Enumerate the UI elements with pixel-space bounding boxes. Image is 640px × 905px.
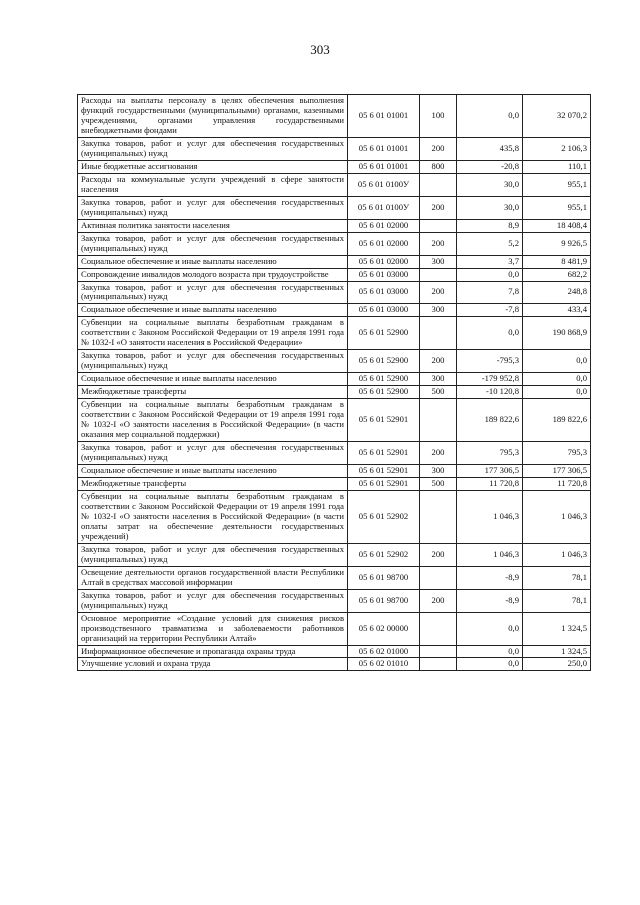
row-total-amount-cell: 682,2: [523, 268, 591, 281]
table-row: [78, 304, 591, 317]
table-row: [78, 350, 591, 373]
row-name-cell: Субвенции на социальные выплаты безработным гражданам в соответствии с Законом Российской Федерации от 19 апреля 1991 года № 1032-I «О занятости населения в Российской Федерации» (в части оказания мер социальной поддержки): [78, 399, 348, 442]
row-change-amount-cell: 435,8: [457, 137, 523, 160]
table-row: [78, 232, 591, 255]
row-change-amount-cell: 0,0: [457, 612, 523, 645]
row-total-amount-cell: 177 306,5: [523, 465, 591, 478]
row-code-cell: 05 6 01 01001: [348, 137, 420, 160]
table-row: [78, 317, 591, 350]
row-expense-type-cell: [420, 399, 457, 442]
row-expense-type-cell: [420, 173, 457, 196]
row-name-cell: Социальное обеспечение и иные выплаты населению: [78, 373, 348, 386]
row-change-amount-cell: 11 720,8: [457, 477, 523, 490]
row-change-amount-cell: 1 046,3: [457, 543, 523, 566]
row-expense-type-cell: 100: [420, 95, 457, 138]
row-change-amount-cell: 30,0: [457, 196, 523, 219]
row-total-amount-cell: 78,1: [523, 589, 591, 612]
table-row: [78, 281, 591, 304]
row-total-amount-cell: 0,0: [523, 386, 591, 399]
row-change-amount-cell: 30,0: [457, 173, 523, 196]
row-expense-type-cell: 200: [420, 543, 457, 566]
row-total-amount-cell: 8 481,9: [523, 255, 591, 268]
row-code-cell: 05 6 01 03000: [348, 268, 420, 281]
table-row: [78, 219, 591, 232]
row-change-amount-cell: 5,2: [457, 232, 523, 255]
row-name-cell: Расходы на выплаты персоналу в целях обеспечения выполнения функций государственными (муниципальными) органами, казенными учреждениями, органами управления государственными внебюджетными фондами: [78, 95, 348, 138]
table-row: [78, 268, 591, 281]
row-code-cell: 05 6 01 02000: [348, 232, 420, 255]
table-row: [78, 173, 591, 196]
row-code-cell: 05 6 01 0100У: [348, 196, 420, 219]
row-total-amount-cell: 2 106,3: [523, 137, 591, 160]
row-name-cell: Закупка товаров, работ и услуг для обеспечения государственных (муниципальных) нужд: [78, 589, 348, 612]
table-row: [78, 442, 591, 465]
row-change-amount-cell: -795,3: [457, 350, 523, 373]
table-row: [78, 658, 591, 671]
row-code-cell: 05 6 01 52900: [348, 317, 420, 350]
budget-table-body: [78, 95, 591, 671]
row-name-cell: Социальное обеспечение и иные выплаты населению: [78, 255, 348, 268]
row-code-cell: 05 6 01 98700: [348, 589, 420, 612]
row-expense-type-cell: 200: [420, 232, 457, 255]
row-code-cell: 05 6 01 52902: [348, 490, 420, 543]
row-expense-type-cell: 300: [420, 373, 457, 386]
row-change-amount-cell: 0,0: [457, 645, 523, 658]
row-expense-type-cell: 500: [420, 386, 457, 399]
table-row: [78, 137, 591, 160]
row-total-amount-cell: 18 408,4: [523, 219, 591, 232]
row-total-amount-cell: 78,1: [523, 566, 591, 589]
row-expense-type-cell: 200: [420, 350, 457, 373]
row-name-cell: Субвенции на социальные выплаты безработным гражданам в соответствии с Законом Российской Федерации от 19 апреля 1991 года № 1032-I «О занятости населения в Российской Федерации»: [78, 317, 348, 350]
row-name-cell: Закупка товаров, работ и услуг для обеспечения государственных (муниципальных) нужд: [78, 442, 348, 465]
row-code-cell: 05 6 01 52900: [348, 386, 420, 399]
row-code-cell: 05 6 01 0100У: [348, 173, 420, 196]
row-name-cell: Закупка товаров, работ и услуг для обеспечения государственных (муниципальных) нужд: [78, 196, 348, 219]
row-name-cell: Закупка товаров, работ и услуг для обеспечения государственных (муниципальных) нужд: [78, 281, 348, 304]
row-total-amount-cell: 9 926,5: [523, 232, 591, 255]
row-name-cell: Основное мероприятие «Создание условий для снижения рисков производственного травматизма и заболеваемости работников организаций на территории Республики Алтай»: [78, 612, 348, 645]
table-row: [78, 543, 591, 566]
row-total-amount-cell: 248,8: [523, 281, 591, 304]
row-expense-type-cell: 300: [420, 255, 457, 268]
row-total-amount-cell: 795,3: [523, 442, 591, 465]
row-expense-type-cell: 200: [420, 196, 457, 219]
row-name-cell: Освещение деятельности органов государственной власти Республики Алтай в средствах массовой информации: [78, 566, 348, 589]
row-expense-type-cell: [420, 317, 457, 350]
row-code-cell: 05 6 01 01001: [348, 95, 420, 138]
row-name-cell: Закупка товаров, работ и услуг для обеспечения государственных (муниципальных) нужд: [78, 232, 348, 255]
row-change-amount-cell: 795,3: [457, 442, 523, 465]
row-change-amount-cell: 0,0: [457, 317, 523, 350]
row-total-amount-cell: 0,0: [523, 350, 591, 373]
row-change-amount-cell: -8,9: [457, 566, 523, 589]
row-total-amount-cell: 1 046,3: [523, 543, 591, 566]
row-expense-type-cell: 300: [420, 304, 457, 317]
row-code-cell: 05 6 02 00000: [348, 612, 420, 645]
row-name-cell: Сопровождение инвалидов молодого возраста при трудоустройстве: [78, 268, 348, 281]
row-name-cell: Закупка товаров, работ и услуг для обеспечения государственных (муниципальных) нужд: [78, 543, 348, 566]
row-total-amount-cell: 32 070,2: [523, 95, 591, 138]
table-row: [78, 95, 591, 138]
row-name-cell: Социальное обеспечение и иные выплаты населению: [78, 304, 348, 317]
row-code-cell: 05 6 01 98700: [348, 566, 420, 589]
row-code-cell: 05 6 01 52901: [348, 477, 420, 490]
row-change-amount-cell: 3,7: [457, 255, 523, 268]
row-code-cell: 05 6 01 02000: [348, 255, 420, 268]
row-total-amount-cell: 1 324,5: [523, 612, 591, 645]
row-expense-type-cell: 200: [420, 137, 457, 160]
table-row: [78, 255, 591, 268]
row-change-amount-cell: -8,9: [457, 589, 523, 612]
row-total-amount-cell: 1 324,5: [523, 645, 591, 658]
row-name-cell: Улучшение условий и охрана труда: [78, 658, 348, 671]
table-row: [78, 566, 591, 589]
row-code-cell: 05 6 02 01000: [348, 645, 420, 658]
row-total-amount-cell: 11 720,8: [523, 477, 591, 490]
row-name-cell: Закупка товаров, работ и услуг для обеспечения государственных (муниципальных) нужд: [78, 350, 348, 373]
row-name-cell: Активная политика занятости населения: [78, 219, 348, 232]
row-total-amount-cell: 0,0: [523, 373, 591, 386]
row-total-amount-cell: 110,1: [523, 160, 591, 173]
budget-table: [77, 94, 591, 671]
row-name-cell: Субвенции на социальные выплаты безработным гражданам в соответствии с Законом Российской Федерации от 19 апреля 1991 года № 1032-I «О занятости населения в Российской Федерации» (в части оплаты затрат на обеспечение деятельности государственных учреждений): [78, 490, 348, 543]
row-expense-type-cell: [420, 268, 457, 281]
row-expense-type-cell: 200: [420, 589, 457, 612]
row-code-cell: 05 6 01 52900: [348, 350, 420, 373]
row-total-amount-cell: 1 046,3: [523, 490, 591, 543]
row-name-cell: Закупка товаров, работ и услуг для обеспечения государственных (муниципальных) нужд: [78, 137, 348, 160]
table-row: [78, 477, 591, 490]
row-change-amount-cell: 7,8: [457, 281, 523, 304]
row-change-amount-cell: 8,9: [457, 219, 523, 232]
row-change-amount-cell: -7,8: [457, 304, 523, 317]
row-expense-type-cell: 200: [420, 442, 457, 465]
row-name-cell: Информационное обеспечение и пропаганда охраны труда: [78, 645, 348, 658]
row-expense-type-cell: [420, 566, 457, 589]
row-total-amount-cell: 955,1: [523, 196, 591, 219]
table-row: [78, 399, 591, 442]
row-expense-type-cell: [420, 612, 457, 645]
row-total-amount-cell: 433,4: [523, 304, 591, 317]
row-code-cell: 05 6 01 52900: [348, 373, 420, 386]
row-code-cell: 05 6 02 01010: [348, 658, 420, 671]
row-total-amount-cell: 190 868,9: [523, 317, 591, 350]
row-change-amount-cell: 0,0: [457, 658, 523, 671]
row-change-amount-cell: -20,8: [457, 160, 523, 173]
row-name-cell: Межбюджетные трансферты: [78, 477, 348, 490]
row-change-amount-cell: 189 822,6: [457, 399, 523, 442]
table-row: [78, 373, 591, 386]
table-row: [78, 465, 591, 478]
row-code-cell: 05 6 01 01001: [348, 160, 420, 173]
row-name-cell: Расходы на коммунальные услуги учреждений в сфере занятости населения: [78, 173, 348, 196]
table-row: [78, 612, 591, 645]
row-code-cell: 05 6 01 03000: [348, 304, 420, 317]
row-code-cell: 05 6 01 52902: [348, 543, 420, 566]
table-row: [78, 386, 591, 399]
row-name-cell: Иные бюджетные ассигнования: [78, 160, 348, 173]
row-total-amount-cell: 955,1: [523, 173, 591, 196]
row-change-amount-cell: 177 306,5: [457, 465, 523, 478]
row-total-amount-cell: 250,0: [523, 658, 591, 671]
row-code-cell: 05 6 01 03000: [348, 281, 420, 304]
table-row: [78, 645, 591, 658]
row-expense-type-cell: 500: [420, 477, 457, 490]
table-row: [78, 490, 591, 543]
row-code-cell: 05 6 01 52901: [348, 399, 420, 442]
table-row: [78, 589, 591, 612]
row-name-cell: Социальное обеспечение и иные выплаты населению: [78, 465, 348, 478]
row-code-cell: 05 6 01 52901: [348, 442, 420, 465]
row-expense-type-cell: [420, 645, 457, 658]
row-expense-type-cell: 300: [420, 465, 457, 478]
row-change-amount-cell: 0,0: [457, 268, 523, 281]
table-row: [78, 160, 591, 173]
row-change-amount-cell: -10 120,8: [457, 386, 523, 399]
row-total-amount-cell: 189 822,6: [523, 399, 591, 442]
row-change-amount-cell: 0,0: [457, 95, 523, 138]
row-expense-type-cell: [420, 658, 457, 671]
row-expense-type-cell: [420, 219, 457, 232]
row-code-cell: 05 6 01 02000: [348, 219, 420, 232]
row-expense-type-cell: [420, 490, 457, 543]
row-code-cell: 05 6 01 52901: [348, 465, 420, 478]
table-row: [78, 196, 591, 219]
row-name-cell: Межбюджетные трансферты: [78, 386, 348, 399]
row-expense-type-cell: 800: [420, 160, 457, 173]
page-number: 303: [310, 42, 330, 57]
row-expense-type-cell: 200: [420, 281, 457, 304]
row-change-amount-cell: 1 046,3: [457, 490, 523, 543]
row-change-amount-cell: -179 952,8: [457, 373, 523, 386]
